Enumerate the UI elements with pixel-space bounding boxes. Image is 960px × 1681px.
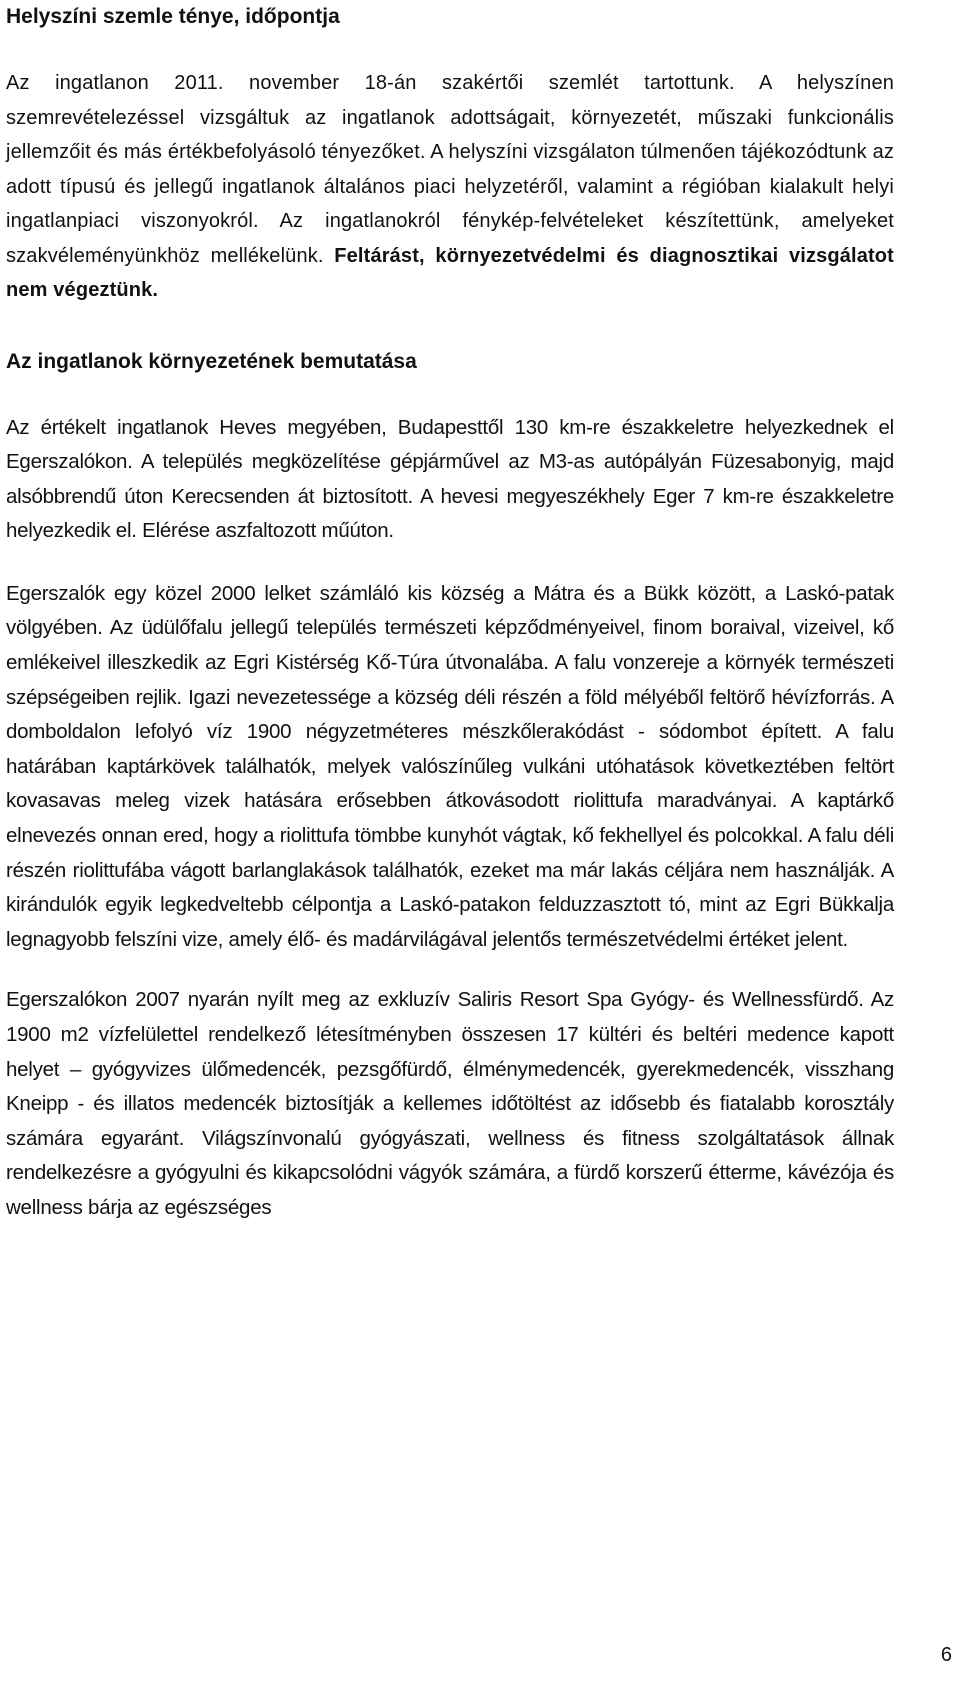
surroundings-paragraph-location: Az értékelt ingatlanok Heves megyében, Budapesttől 130 km-re északkeletre helyezkednek el Egerszalókon. A település megközelítése gépjárművel az M3-as autópályán Füzesabonyig, majd alsóbbrendű úton Kerecsenden át biztosított. A hevesi megyeszékhely Eger 7 km-re északkeletre helyezkedik el. Elérése aszfaltozott műúton. — [6, 415, 894, 543]
section-title-site-inspection: Helyszíni szemle ténye, időpontja — [6, 5, 340, 28]
site-inspection-text: Az ingatlanon 2011. november 18-án szakértői szemlét tartottunk. A helyszínen szemrevételezéssel vizsgáltuk az ingatlanok adottságait, környezetét, műszaki funkcionális jellemzőit és más értékbefolyásoló tényezőket. A helyszíni vizsgálaton túlmenően tájékozódtunk az adott típusú és jellegű ingatlanok általános piaci helyzetéről, valamint a régióban kialakult helyi ingatlanpiaci viszonyokról. Az ingatlanokról fénykép-felvételeket készítettünk, amelyeket szakvéleményünkhöz mellékelünk. — [6, 72, 894, 267]
site-inspection-paragraph — [6, 66, 894, 308]
page-number: 6 — [940, 1644, 952, 1666]
site-inspection-bold-note: Feltárást, környezetvédelmi és diagnosztikai vizsgálatot nem végeztünk. — [6, 244, 894, 301]
surroundings-paragraph-spa: Egerszalókon 2007 nyarán nyílt meg az exkluzív Saliris Resort Spa Gyógy- és Wellnessfürdő. Az 1900 m2 vízfelülettel rendelkező létesítményben összesen 17 kültéri és beltéri medence kapott helyet – gyógyvizes ülőmedencék, pezsgőfürdő, élménymedencék, gyerekmedencék, visszhang Kneipp - és illatos medencék biztosítják a kellemes időtöltést az idősebb és fiatalabb korosztály számára egyaránt. Világszínvonalú gyógyászati, wellness és fitness szolgáltatások állnak rendelkezésre a gyógyulni és kikapcsolódni vágyók számára, a fürdő korszerű étterme, kávézója és wellness bárja az egészséges — [6, 988, 894, 1219]
section-title-surroundings: Az ingatlanok környezetének bemutatása — [6, 349, 417, 373]
surroundings-paragraph-village: Egerszalók egy közel 2000 lelket számláló kis község a Mátra és a Bükk között, a Laskó-patak völgyében. Az üdülőfalu jellegű település természeti képződményeivel, finom boraival, vizeivel, kő emlékeivel illeszkedik az Egri Kistérség Kő-Túra útvonalába. A falu vonzereje a környék természeti szépségeiben rejlik. Igazi nevezetessége a község déli részén a föld mélyéből feltörő hévízforrás. A domboldalon lefolyó víz 1900 négyzetméteres mészkőlerakódást - sódombot épített. A falu határában kaptárkövek találhatók, melyek valószínűleg vulkáni utóhatások következtében feltört kovasavas meleg vizek hatására erősebben átkovásodott riolittufa maradványai. A kaptárkő elnevezés onnan ered, hogy a riolittufa tömbbe kunyhót vágtak, kő fekhellyel és polcokkal. A falu déli részén riolittufába vágott barlanglakások találhatók, ezeket ma már lakás céljára nem használják. A kirándulók egyik legkedveltebb célpontja a Laskó-patakon felduzzasztott tó, mint az Egri Bükkalja legnagyobb felszíni vize, amely élő- és madárvilágával jelentős természetvédelmi értéket jelent. — [6, 581, 894, 951]
document-page — [6, 0, 894, 1226]
